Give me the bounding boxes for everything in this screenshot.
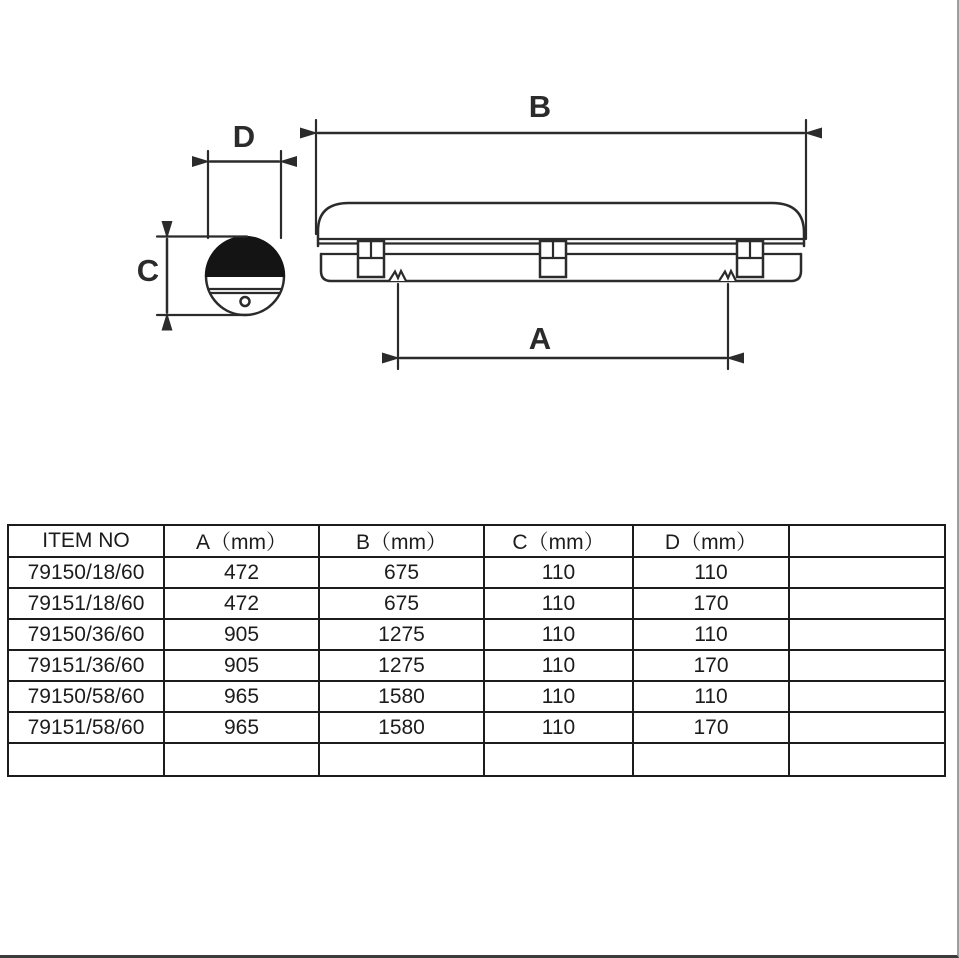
cell — [164, 743, 319, 776]
cell: 1275 — [319, 619, 484, 650]
cell: 675 — [319, 588, 484, 619]
end-cap-dome — [206, 237, 284, 276]
clip-right — [737, 241, 763, 277]
column-header: D（mm） — [633, 525, 789, 557]
table-row — [8, 557, 945, 588]
table-row — [8, 681, 945, 712]
cell — [789, 619, 945, 650]
cell: 110 — [484, 557, 633, 588]
table-row — [8, 650, 945, 681]
cell: 170 — [633, 588, 789, 619]
cell: 170 — [633, 712, 789, 743]
cell — [8, 743, 164, 776]
table-row — [8, 712, 945, 743]
cell: 79150/18/60 — [8, 557, 164, 588]
screw-icon — [241, 297, 250, 306]
cell: 1580 — [319, 712, 484, 743]
cell: 110 — [484, 712, 633, 743]
cell: 79150/36/60 — [8, 619, 164, 650]
cell: 1580 — [319, 681, 484, 712]
dim-label-a: A — [528, 321, 552, 356]
table-row — [8, 743, 945, 776]
cell: 905 — [164, 619, 319, 650]
cell: 110 — [484, 588, 633, 619]
table-row — [8, 588, 945, 619]
dim-label-b: B — [528, 89, 552, 124]
end-view — [137, 119, 284, 315]
cell: 79151/18/60 — [8, 588, 164, 619]
cell — [484, 743, 633, 776]
table-row — [8, 619, 945, 650]
column-header — [789, 525, 945, 557]
cell: 110 — [633, 557, 789, 588]
cell: 1275 — [319, 650, 484, 681]
technical-drawing — [0, 0, 959, 430]
header-row — [8, 525, 945, 557]
cell: 110 — [633, 681, 789, 712]
cell — [789, 650, 945, 681]
cell — [789, 557, 945, 588]
cell — [789, 743, 945, 776]
column-header: C（mm） — [484, 525, 633, 557]
column-header: A（mm） — [164, 525, 319, 557]
clip-center — [540, 241, 566, 277]
cell — [633, 743, 789, 776]
break-mark-right — [719, 271, 736, 281]
cell: 170 — [633, 650, 789, 681]
cell — [789, 588, 945, 619]
dim-label-c: C — [136, 253, 160, 288]
cell — [319, 743, 484, 776]
cell: 675 — [319, 557, 484, 588]
cell — [789, 681, 945, 712]
dimension-table — [7, 524, 946, 777]
cell: 110 — [484, 619, 633, 650]
cell: 79150/58/60 — [8, 681, 164, 712]
break-mark-left — [389, 271, 406, 281]
cell: 965 — [164, 681, 319, 712]
cell: 472 — [164, 557, 319, 588]
cell: 79151/58/60 — [8, 712, 164, 743]
cell: 79151/36/60 — [8, 650, 164, 681]
column-header: ITEM NO — [8, 525, 164, 557]
cell — [789, 712, 945, 743]
column-header: B（mm） — [319, 525, 484, 557]
cell: 110 — [484, 650, 633, 681]
cell: 965 — [164, 712, 319, 743]
side-view — [316, 89, 806, 369]
cell: 110 — [484, 681, 633, 712]
cell: 905 — [164, 650, 319, 681]
clip-left — [358, 241, 384, 277]
dim-label-d: D — [232, 119, 256, 154]
cell: 110 — [633, 619, 789, 650]
cell: 472 — [164, 588, 319, 619]
